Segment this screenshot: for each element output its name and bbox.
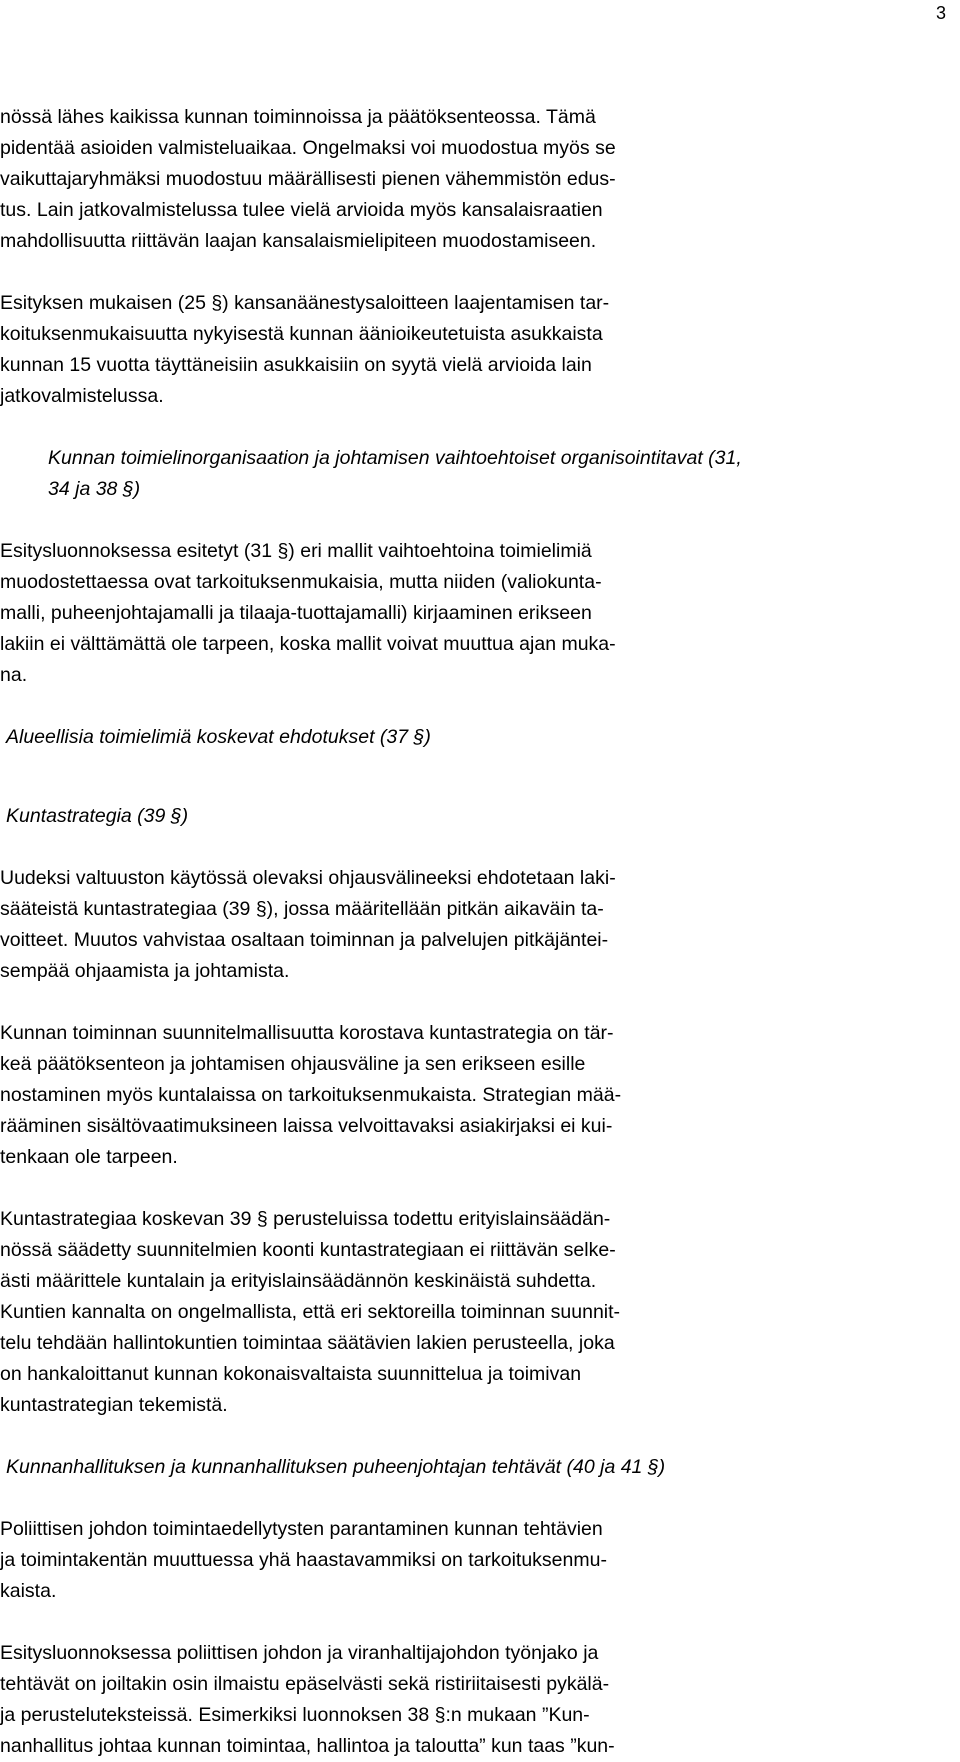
paragraph-civic-panels — [0, 102, 770, 257]
text-line: na. — [0, 664, 28, 686]
section-heading-municipal-board — [6, 1452, 926, 1483]
text-line: tehtävät on joiltakin osin ilmaistu epäselvästi sekä ristiriitaisesti pykälä- — [0, 1673, 610, 1695]
text-line: ästi määrittele kuntalain ja erityislainsäädännön keskinäistä suhdetta. — [0, 1270, 597, 1292]
paragraph-sector-legislation — [0, 1204, 770, 1421]
text-line: Kuntien kannalta on ongelmallista, että eri sektoreilla toiminnan suunnit- — [0, 1301, 621, 1323]
paragraph-division-of-labour — [0, 1638, 770, 1762]
text-line: sempää ohjaamista ja johtamista. — [0, 960, 290, 982]
text-line: Poliittisen johdon toimintaedellytysten parantaminen kunnan tehtävien — [0, 1518, 603, 1540]
text-line: ja toimintakentän muuttuessa yhä haastavammiksi on tarkoituksenmu- — [0, 1549, 607, 1571]
paragraph-political-leadership — [0, 1514, 770, 1607]
text-line: kunnan 15 vuotta täyttäneisiin asukkaisiin on syytä vielä arvioida lain — [0, 354, 592, 376]
document-body — [0, 102, 960, 1762]
text-line: mahdollisuutta riittävän laajan kansalaismielipiteen muodostamiseen. — [0, 230, 597, 252]
text-line: keä päätöksenteon ja johtamisen ohjausväline ja sen erikseen esille — [0, 1053, 586, 1075]
paragraph-strategy-importance — [0, 1018, 770, 1173]
paragraph-organisation-models — [0, 536, 770, 691]
text-line: nössä lähes kaikissa kunnan toiminnoissa ja päätöksenteossa. Tämä — [0, 106, 596, 128]
heading-line: 34 ja 38 §) — [48, 478, 141, 500]
text-line: malli, puheenjohtajamalli ja tilaaja-tuottajamalli) kirjaaminen erikseen — [0, 602, 592, 624]
text-line: Uudeksi valtuuston käytössä olevaksi ohjausvälineeksi ehdotetaan laki- — [0, 867, 616, 889]
text-line: kaista. — [0, 1580, 57, 1602]
text-line: Kuntastrategiaa koskevan 39 § perusteluissa todettu erityislainsäädän- — [0, 1208, 611, 1230]
text-line: nanhallitus johtaa kunnan toimintaa, hallintoa ja taloutta” kun taas ”kun- — [0, 1735, 615, 1757]
section-heading-regional-bodies — [6, 722, 926, 753]
text-line: jatkovalmistelussa. — [0, 385, 164, 407]
text-line: koituksenmukaisuutta nykyisestä kunnan äänioikeutetuista asukkaista — [0, 323, 603, 345]
text-line: nostaminen myös kuntalaissa on tarkoituksenmukaista. Strategian mää- — [0, 1084, 622, 1106]
text-line: Esitysluonnoksessa poliittisen johdon ja viranhaltijajohdon työnjako ja — [0, 1642, 599, 1664]
text-line: Esitysluonnoksessa esitetyt (31 §) eri mallit vaihtoehtoina toimielimiä — [0, 540, 592, 562]
text-line: Esityksen mukaisen (25 §) kansanäänestysaloitteen laajentamisen tar- — [0, 292, 610, 314]
heading-line: Kuntastrategia (39 §) — [6, 805, 189, 827]
text-line: on hankaloittanut kunnan kokonaisvaltaista suunnittelua ja toimivan — [0, 1363, 582, 1385]
text-line: tus. Lain jatkovalmistelussa tulee vielä arvioida myös kansalaisraatien — [0, 199, 603, 221]
text-line: tenkaan ole tarpeen. — [0, 1146, 178, 1168]
paragraph-referendum-initiative — [0, 288, 770, 412]
text-line: telu tehdään hallintokuntien toimintaa säätävien lakien perusteella, joka — [0, 1332, 615, 1354]
text-line: muodostettaessa ovat tarkoituksenmukaisia, mutta niiden (valiokunta- — [0, 571, 602, 593]
text-line: ja perusteluteksteissä. Esimerkiksi luonnoksen 38 §:n mukaan ”Kun- — [0, 1704, 590, 1726]
text-line: nössä säädetty suunnitelmien koonti kuntastrategiaan ei riittävän selke- — [0, 1239, 616, 1261]
text-line: voitteet. Muutos vahvistaa osaltaan toiminnan ja palvelujen pitkäjäntei- — [0, 929, 609, 951]
text-line: rääminen sisältövaatimuksineen laissa velvoittavaksi asiakirjaksi ei kui- — [0, 1115, 613, 1137]
text-line: vaikuttajaryhmäksi muodostuu määrällisesti pienen vähemmistön edus- — [0, 168, 616, 190]
section-heading-organisation-models — [48, 443, 928, 505]
heading-line: Kunnanhallituksen ja kunnanhallituksen puheenjohtajan tehtävät (40 ja 41 §) — [6, 1456, 666, 1478]
text-line: kuntastrategian tekemistä. — [0, 1394, 228, 1416]
page-number: 3 — [935, 3, 946, 23]
paragraph-strategy-tool — [0, 863, 770, 987]
text-line: lakiin ei välttämättä ole tarpeen, koska mallit voivat muuttua ajan muka- — [0, 633, 616, 655]
text-line: pidentää asioiden valmisteluaikaa. Ongelmaksi voi muodostua myös se — [0, 137, 616, 159]
section-heading-municipal-strategy — [6, 801, 926, 832]
text-line: Kunnan toiminnan suunnitelmallisuutta korostava kuntastrategia on tär- — [0, 1022, 614, 1044]
heading-line: Kunnan toimielinorganisaation ja johtamisen vaihtoehtoiset organisointitavat (31, — [48, 447, 742, 469]
heading-line: Alueellisia toimielimiä koskevat ehdotukset (37 §) — [6, 726, 431, 748]
text-line: sääteistä kuntastrategiaa (39 §), jossa määritellään pitkän aikaväin ta- — [0, 898, 604, 920]
